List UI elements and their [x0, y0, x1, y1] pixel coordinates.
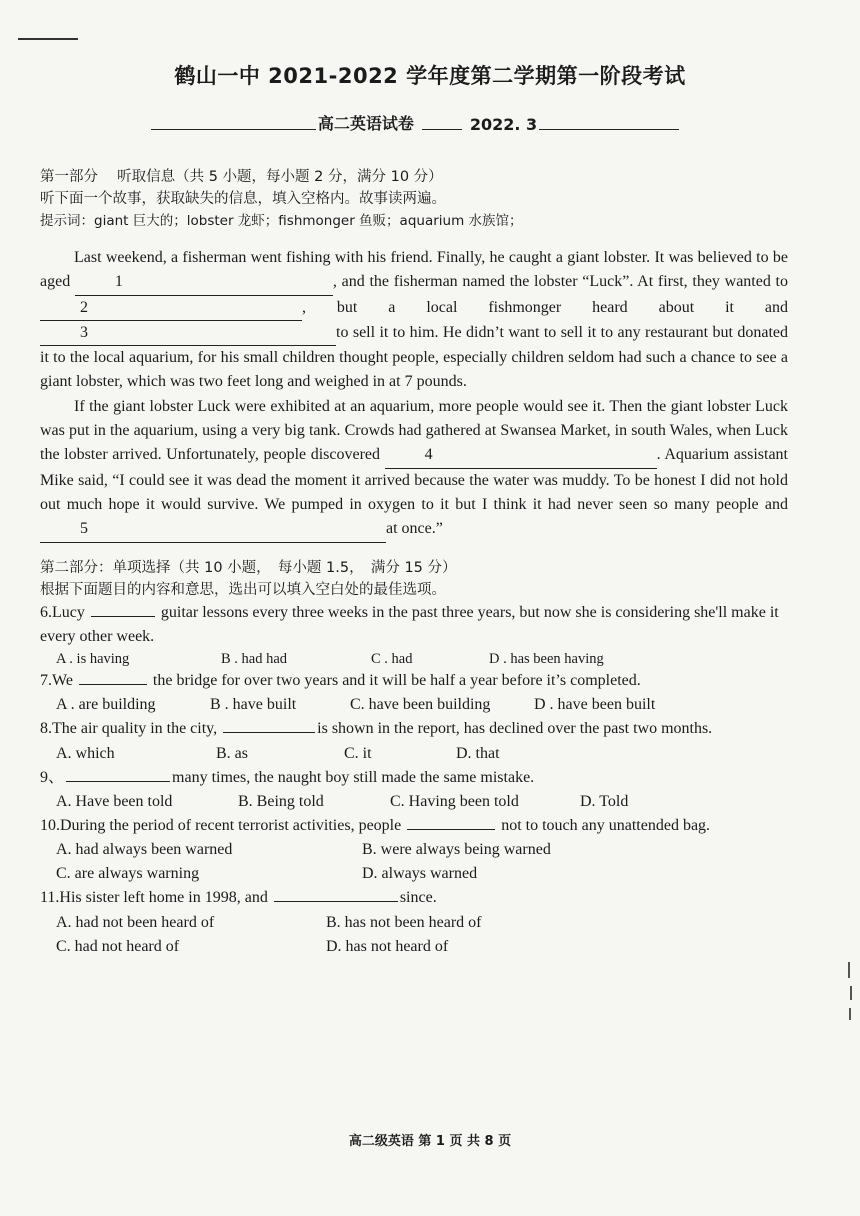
subtitle-rule-left — [151, 128, 316, 130]
part2-heading: 第二部分：单项选择（共 10 小题， 每小题 1.5， 满分 15 分） — [40, 559, 457, 576]
story-text: If the giant lobster Luck were exhibited at an aquarium, more people would see it. Then the giant lobster Luck was put in the aquarium, using a very big tank. Crowds had gathered at Swansea Market, in south Wales, when Luck the lobster arrived. Unfortunately, people discovered — [40, 397, 788, 464]
question-text: 6.Lucy — [40, 603, 89, 621]
part1-heading: 第一部分 听取信息（共 5 小题，每小题 2 分，满分 10 分） — [40, 169, 443, 185]
question-8 — [40, 717, 788, 741]
question-10 — [40, 814, 788, 838]
question-text: is shown in the report, has declined over the past two months. — [317, 720, 713, 738]
option-d[interactable]: D . has been having — [489, 651, 604, 668]
option-b[interactable]: B . had had — [221, 651, 288, 668]
page-footer: 高二级英语 第 1 页 共 8 页 — [348, 1134, 512, 1149]
question-text: many times, the naught boy still made the same mistake. — [172, 768, 535, 786]
option-a[interactable]: A. which — [56, 744, 115, 762]
subtitle-date: 2022. 3 — [469, 115, 538, 134]
question-text: 8.The air quality in the city, — [40, 720, 222, 738]
question-11 — [40, 886, 788, 910]
subtitle-rule-right — [539, 128, 679, 130]
option-c[interactable]: C. Having been told — [390, 793, 519, 811]
story-text: , but a local fishmonger heard about it and — [302, 298, 788, 316]
option-a[interactable]: A . is having — [56, 651, 130, 668]
question-blank[interactable] — [91, 602, 155, 617]
margin-mark — [849, 1008, 851, 1020]
option-c[interactable]: C . had — [371, 651, 413, 668]
question-text: 10.During the period of recent terrorist activities, people — [40, 817, 406, 835]
option-b[interactable]: B. has not been heard of — [326, 913, 482, 931]
option-b[interactable]: B. Being told — [238, 793, 324, 811]
question-11-options — [40, 911, 788, 959]
question-blank[interactable] — [274, 887, 398, 902]
exam-content — [40, 166, 788, 959]
story-paragraph-2 — [40, 395, 788, 543]
question-text: the bridge for over two years and it will be half a year before it’s completed. — [148, 672, 641, 690]
answer-blank-2[interactable]: 2 — [40, 296, 302, 321]
answer-blank-1[interactable]: 1 — [75, 270, 333, 295]
margin-mark — [850, 986, 852, 1000]
option-d[interactable]: D. that — [456, 744, 500, 762]
option-d[interactable]: D. Told — [580, 793, 629, 811]
story-text: Last weekend, a fisherman went fishing with his friend. Finally, he caught a giant lobster. It was believed to be aged — [40, 249, 788, 291]
answer-blank-4[interactable]: 4 — [385, 443, 657, 468]
question-7-options — [40, 693, 788, 717]
story-text: , and the fisherman named the lobster “Luck”. At first, they wanted to — [332, 273, 789, 291]
part1-hint: 提示词：giant 巨大的；lobster 龙虾；fishmonger 鱼贩；aquarium 水族馆； — [40, 213, 523, 229]
question-text: guitar lessons every three weeks in the past three years, but now she is considering she'll make it every other week. — [40, 603, 779, 645]
part1-instruction: 听下面一个故事，获取缺失的信息，填入空格内。故事读两遍。 — [40, 191, 446, 207]
subtitle-text: 高二英语试卷 — [317, 114, 414, 133]
question-6 — [40, 601, 788, 650]
option-a[interactable]: A. had not been heard of — [56, 913, 215, 931]
question-text: 11.His sister left home in 1998, and — [40, 889, 272, 907]
question-6-options — [40, 649, 788, 669]
part2-instruction: 根据下面题目的内容和意思，选出可以填入空白处的最佳选项。 — [40, 581, 446, 598]
answer-blank-5[interactable]: 5 — [40, 517, 386, 542]
question-text: 7.We — [40, 672, 77, 690]
option-d[interactable]: D. has not heard of — [326, 937, 449, 955]
margin-mark — [848, 962, 850, 978]
corner-mark — [18, 38, 78, 40]
story-text: to sell it to him. He didn’t want to sell it to any restaurant but donated it to the local aquarium, for his small children thought people, especially children seldom had such a chance to see a giant lobster, which was two feet long and weighed in at 7 pounds. — [40, 323, 788, 391]
option-c[interactable]: C. had not heard of — [56, 937, 180, 955]
question-9 — [40, 766, 788, 790]
answer-blank-3[interactable]: 3 — [40, 321, 336, 346]
question-9-options — [40, 790, 788, 814]
option-b[interactable]: B. were always being warned — [362, 841, 551, 859]
subtitle-rule-mid — [422, 128, 462, 130]
option-a[interactable]: A. had always been warned — [56, 841, 233, 859]
option-a[interactable]: A . are building — [56, 696, 156, 714]
story-text: at once.” — [386, 520, 443, 538]
question-8-options — [40, 742, 788, 766]
question-blank[interactable] — [407, 815, 495, 830]
question-text: not to touch any unattended bag. — [497, 817, 711, 835]
question-text: since. — [399, 889, 437, 907]
option-c[interactable]: C. have been building — [350, 696, 491, 714]
option-c[interactable]: C. are always warning — [56, 865, 200, 883]
question-blank[interactable] — [223, 718, 315, 733]
option-c[interactable]: C. it — [344, 744, 372, 762]
option-b[interactable]: B . have built — [210, 696, 297, 714]
option-d[interactable]: D . have been built — [534, 696, 656, 714]
option-d[interactable]: D. always warned — [362, 865, 478, 883]
option-b[interactable]: B. as — [216, 744, 248, 762]
question-7 — [40, 669, 788, 693]
exam-title: 鹤山一中 2021-2022 学年度第二学期第一阶段考试 — [174, 64, 686, 88]
story-paragraph-1 — [40, 246, 788, 395]
story-text: . Aquarium assistant Mike said, “I could see it was dead the moment it arrived because the water was muddy. To be honest I did not hold out much hope it would survive. We pumped in oxygen to it but I think it had never seen so many people and — [40, 446, 788, 513]
option-a[interactable]: A. Have been told — [56, 793, 173, 811]
question-blank[interactable] — [79, 670, 147, 685]
question-10-options — [40, 838, 788, 886]
exam-subtitle — [130, 110, 700, 134]
question-text: 9、 — [40, 768, 65, 786]
question-blank[interactable] — [66, 767, 170, 782]
